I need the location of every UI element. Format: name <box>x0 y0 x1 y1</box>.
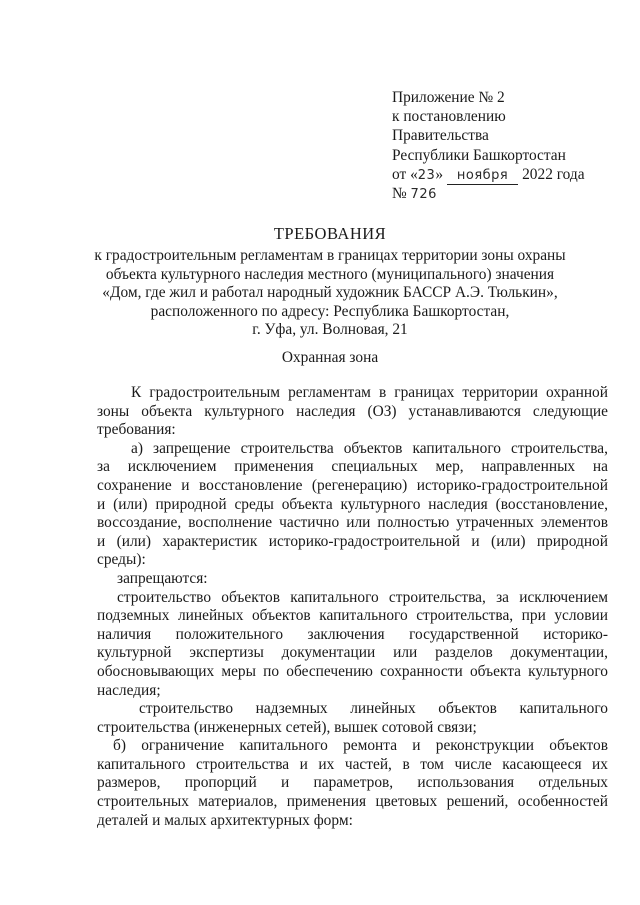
body-line: и (или) характеристик историко-градостроительной и (или) природной <box>97 532 608 550</box>
title-line: «Дом, где жил и работал народный художник БАССР А.Э. Тюлькин», <box>102 284 558 302</box>
appendix-line: Правительства <box>392 127 489 145</box>
number-value: 726 <box>410 186 437 202</box>
title-line: к градостроительным регламентам в границах территории зоны охраны <box>94 247 566 264</box>
body-line: подземных линейных объектов капитального строительства, при условии <box>97 607 608 625</box>
body-line: К градостроительным регламентам в границах территории охранной <box>131 384 608 401</box>
body-line: размеров, пропорций и параметров, использования отдельных <box>97 774 608 792</box>
date-month: ноября <box>447 168 518 185</box>
body-line: и (или) природной среды объекта культурного наследия (восстановление, <box>97 495 608 513</box>
appendix-block <box>392 88 612 203</box>
appendix-title: Приложение № 2 <box>392 89 505 106</box>
document-body <box>97 383 608 829</box>
appendix-number <box>392 184 612 203</box>
body-line: воссоздание, восполнение частично или полностью утраченных элементов <box>97 514 608 532</box>
body-line: за исключением применения специальных мер, направленных на <box>97 458 608 476</box>
appendix-line: к постановлению <box>392 108 506 126</box>
body-line: требования: <box>97 421 176 439</box>
body-line: капитального строительства и их частей, в том числе касающееся их <box>97 755 608 773</box>
date-prefix: от « <box>392 165 418 183</box>
body-line: среды): <box>97 551 146 569</box>
body-line: зоны объекта культурного наследия (ОЗ) устанавливаются следующие <box>97 402 608 420</box>
title-line: расположенного по адресу: Республика Башкортостан, <box>150 302 510 320</box>
body-line: а) запрещение строительства объектов капитального строительства, <box>131 439 608 457</box>
date-day: 23 <box>417 167 436 183</box>
appendix-date <box>392 165 612 184</box>
body-line: наличия положительного заключения государственной историко- <box>97 625 608 643</box>
body-line: обосновывающих меры по обеспечению сохранности объекта культурного <box>97 662 608 680</box>
body-line: запрещаются: <box>117 569 208 587</box>
body-line: сохранение и восстановление (регенерацию) историко-градостроительной <box>97 476 608 494</box>
body-line: культурной экспертизы документации или разделов документации, <box>97 644 608 662</box>
date-mid: » <box>435 165 444 183</box>
body-line: наследия; <box>97 681 161 699</box>
document-title-block <box>60 224 600 339</box>
title-line: г. Уфа, ул. Волновая, 21 <box>252 321 408 339</box>
body-line: строительных материалов, применения цветовых решений, особенностей <box>97 793 608 811</box>
number-prefix: № <box>392 184 407 202</box>
body-line: деталей и малых архитектурных форм: <box>97 811 353 829</box>
date-year: 2022 года <box>522 165 585 183</box>
appendix-line: Республики Башкортостан <box>392 146 566 164</box>
body-line: б) ограничение капитального ремонта и реконструкции объектов <box>113 737 608 755</box>
body-line: строительства (инженерных сетей), вышек сотовой связи; <box>97 718 477 736</box>
body-line: строительство объектов капитального строительства, за исключением <box>117 588 608 606</box>
title-line: объекта культурного наследия местного (муниципального) значения <box>105 265 555 283</box>
document-heading: ТРЕБОВАНИЯ <box>273 224 387 243</box>
body-line: строительство надземных линейных объектов капитального <box>139 700 608 718</box>
section-title: Охранная зона <box>281 349 379 366</box>
